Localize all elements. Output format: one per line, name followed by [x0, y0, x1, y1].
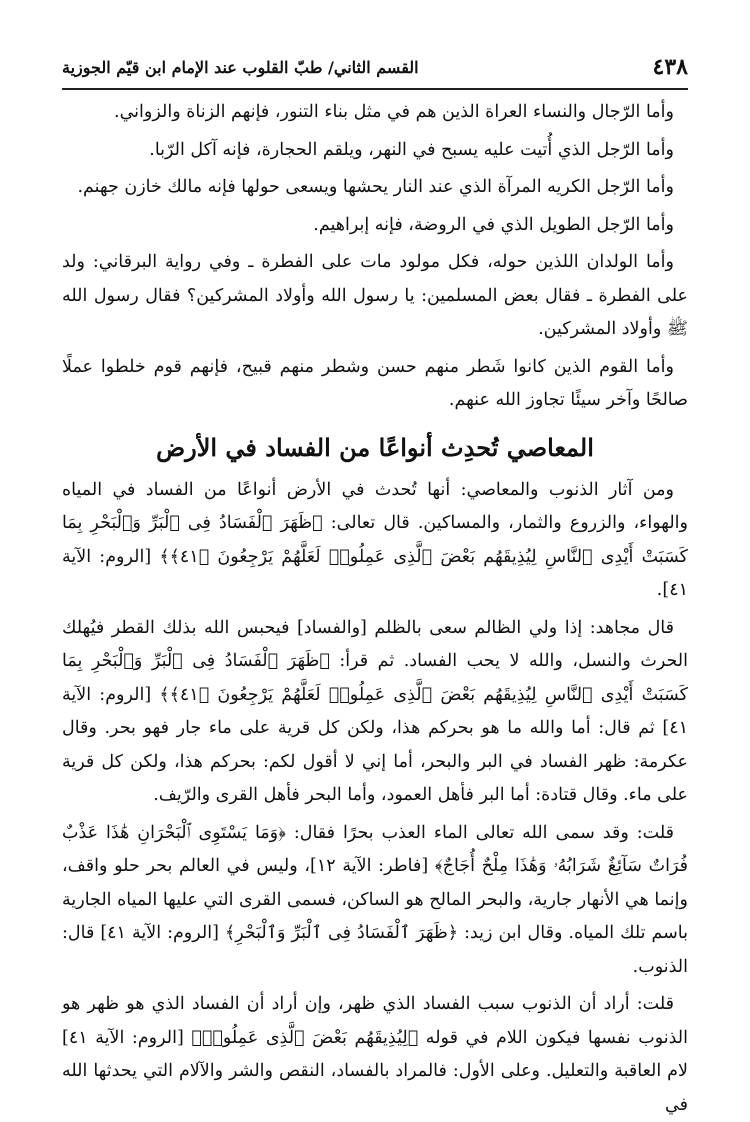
- paragraph: وأما الرّجل الكريه المرآة الذي عند النار يحشها ويسعى حولها فإنه مالك خازن جهنم.: [77, 177, 674, 197]
- paragraph: وأما الرّجل الذي أُتيت عليه يسبح في النهر، ويلقم الحجارة، فإنه آكل الرّبا.: [149, 139, 674, 160]
- paragraph: وأما الرّجل الطويل الذي في الروضة، فإنه إبراهيم.: [313, 214, 674, 235]
- paragraph: وأما القوم الذين كانوا شَطر منهم حسن وشطر منهم قبيح، فإنهم قوم خلطوا عملًا صالحًا وآخر سيئًا تجاوز الله عنهم.: [62, 356, 688, 410]
- paragraph: وأما الولدان اللذين حوله، فكل مولود مات على الفطرة ـ وفي رواية البرقاني: ولد على الفطرة ـ فقال بعض المسلمين: يا رسول الله وأولاد المشركين؟ فقال رسول الله ﷺ وأولاد المشركين.: [62, 252, 688, 339]
- paragraph: قلت: أراد أن الذنوب سبب الفساد الذي ظهر، وإن أراد أن الفساد الذي هو ظهر هو الذنوب نفسها فيكون اللام في قوله ﴿لِيُذِيقَهُم بَعْضَ ٱلَّذِى عَمِلُوا۟﴾ [الروم: الآية ٤١] لام العاقبة والتعليل. وعلى الأول: فالمراد بالفساد، النقص والشر والآلام التي يحدثها الله في: [62, 994, 688, 1115]
- paragraph: ومن آثار الذنوب والمعاصي: أنها تُحدث في الأرض أنواعًا من الفساد في المياه والهواء، والزروع والثمار، والمساكين. قال تعالى: ﴿ظَهَرَ ٱلْفَسَادُ فِى ٱلْبَرِّ وَٱلْبَحْرِ بِمَا كَسَبَتْ أَيْدِى ٱلنَّاسِ لِيُذِيقَهُم بَعْضَ ٱلَّذِى عَمِلُوا۟ لَعَلَّهُمْ يَرْجِعُونَ ﴿٤١﴾﴾ [الروم: الآية ٤١].: [62, 479, 688, 600]
- paragraph: قلت: وقد سمى الله تعالى الماء العذب بحرًا فقال: ﴿وَمَا يَسْتَوِى ٱلْبَحْرَانِ هَٰذَا عَذْبٌ فُرَاتٌ سَآئِغٌ شَرَابُهُۥ وَهَٰذَا مِلْحٌ أُجَاجٌ﴾ [فاطر: الآية ١٢]، وليس في العالم بحر حلو واقف، وإنما هي الأنهار جارية، والبحر المالح هو الساكن، فسمى القرى التي عليها المياه الجارية باسم تلك المياه. وقال ابن زيد: ﴿ظَهَرَ ٱلْفَسَادُ فِى ٱلْبَرِّ وَٱلْبَحْرِ﴾ [الروم: الآية ٤١] قال: الذنوب.: [62, 822, 689, 977]
- running-title: القسم الثاني/ طبّ القلوب عند الإمام ابن قيّم الجوزية: [62, 58, 419, 77]
- page-number: ٤٣٨: [652, 54, 688, 80]
- section-heading: المعاصي تُحدِث أنواعًا من الفساد في الأرض: [156, 432, 594, 462]
- page-body: [62, 96, 689, 1115]
- paragraph: قال مجاهد: إذا ولي الظالم سعى بالظلم [والفساد] فيحبس الله بذلك القطر فيُهلك الحرث والنسل، والله لا يحب الفساد. ثم قرأ: ﴿ظَهَرَ ٱلْفَسَادُ فِى ٱلْبَرِّ وَٱلْبَحْرِ بِمَا كَسَبَتْ أَيْدِى ٱلنَّاسِ لِيُذِيقَهُم بَعْضَ ٱلَّذِى عَمِلُوا۟ لَعَلَّهُمْ يَرْجِعُونَ ﴿٤١﴾﴾ [الروم: الآية ٤١] ثم قال: أما والله ما هو بحركم هذا، ولكن كل قرية على ماء جار فهو بحر. وقال عكرمة: ظهر الفساد في البر والبحر، أما إني لا أقول لكم: بحركم هذا، ولكن كل قرية على ماء. وقال قتادة: أما البر فأهل العمود، وأما البحر فأهل القرى والرّيف.: [62, 617, 688, 805]
- page-header: [62, 52, 688, 90]
- paragraph: وأما الرّجال والنساء العراة الذين هم في مثل بناء التنور، فإنهم الزناة والزواني.: [114, 102, 674, 122]
